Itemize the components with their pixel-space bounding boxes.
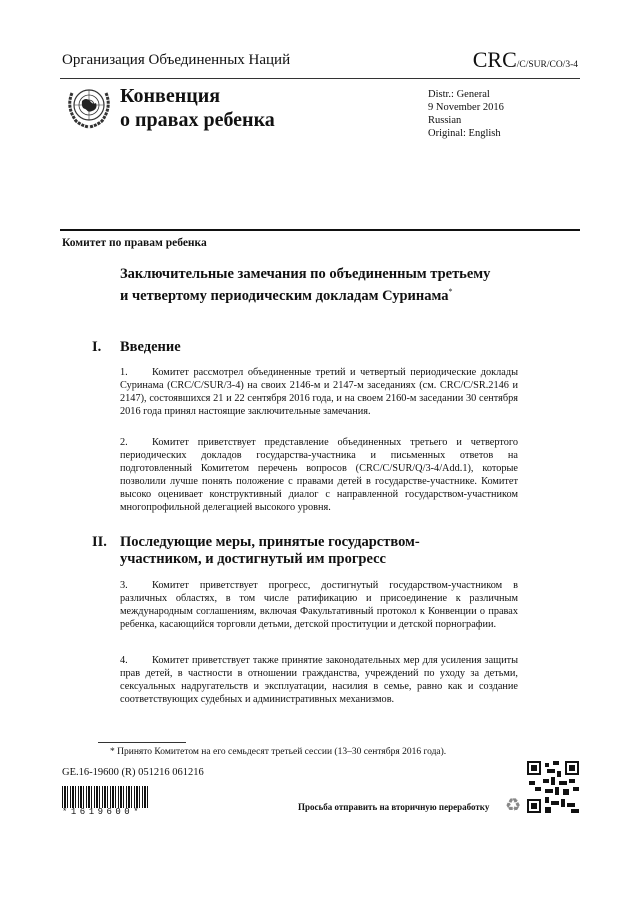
- document-symbol: [473, 47, 578, 73]
- convention-line-1: Конвенция: [120, 85, 221, 107]
- paragraph-4: [120, 654, 518, 706]
- paragraph-text: Комитет приветствует представление объединенных третьего и четвертого периодических докладов государства-участника и письменных ответов на подготовленный Комитетом перечень вопросов (CRC/C/SUR/Q/3-4/Add.1), которые позволили лучше понять положение с правами детей в государстве-участнике. Комитет высоко оценивает конструктивный диалог с направленной государством-участником многопрофильной делегацией высокого уровня.: [120, 437, 518, 513]
- paragraph-1: [120, 366, 518, 418]
- paragraph-number: 4.: [120, 655, 128, 666]
- paragraph-3: [120, 579, 518, 631]
- title-footnote-mark: *: [448, 287, 453, 296]
- distr-label: Distr.: General: [428, 89, 490, 100]
- barcode-number: *1619600*: [62, 807, 143, 817]
- paragraph-number: 2.: [120, 437, 128, 448]
- barcode: [62, 786, 150, 808]
- recycle-icon: ♻: [505, 795, 522, 815]
- thick-rule: [60, 229, 580, 231]
- section-heading-2: [92, 534, 480, 568]
- un-emblem-logo: [64, 83, 114, 129]
- convention-title: [120, 84, 275, 132]
- doc-language: Russian: [428, 115, 462, 126]
- section-number: I.: [92, 339, 102, 355]
- paragraph-text: Комитет рассмотрел объединенные третий и четвертый периодические доклады Суринама (CRC/C/SUR/3-4) на своих 2146-м и 2147-м заседаниях (см. CRC/C/SR.2146 и 2147), состоявшихся 21 и 22 сентября 2016 года, и на своем 2160-м заседании 30 сентября 2016 года принял настоящие заключительные замечания.: [120, 367, 518, 417]
- paragraph-number: 1.: [120, 367, 128, 378]
- convention-line-2: о правах ребенка: [120, 109, 275, 131]
- paragraph-2: [120, 436, 518, 514]
- paragraph-text: Комитет приветствует прогресс, достигнутый государством-участником в различных областях, в том числе ратификацию и присоединение к различным международным соглашениям, включая Факультативный протокол к Конвенции о правах ребенка, касающийся торговли детьми, детской проституции и детской порнографии.: [120, 580, 518, 630]
- symbol-sub: /C/SUR/CO/3-4: [516, 60, 578, 70]
- footnote: * Принято Комитетом на его семьдесят третьей сессии (13–30 сентября 2016 года).: [110, 747, 447, 757]
- section-heading-1: [92, 339, 181, 356]
- document-title: [120, 266, 500, 305]
- recycle-text: Просьба отправить на вторичную переработку: [298, 802, 490, 812]
- paragraph-number: 3.: [120, 580, 128, 591]
- footnote-rule: [98, 742, 186, 743]
- header-rule: [60, 78, 580, 79]
- paragraph-text: Комитет приветствует также принятие законодательных мер для усиления защиты прав детей, в частности в отношении гражданства, учреждений по уходу за детьми, сексуальных надругательств и эксплуатации, насилия в семье, равно как и создание соответствующих судебных и административных механизмов.: [120, 655, 518, 705]
- section-title: Введение: [120, 339, 181, 355]
- organization-name: Организация Объединенных Наций: [62, 52, 291, 68]
- job-number: GE.16-19600 (R) 051216 061216: [62, 767, 204, 778]
- section-number: II.: [92, 534, 107, 550]
- doc-original: Original: English: [428, 128, 501, 139]
- doc-date: 9 November 2016: [428, 102, 504, 113]
- qr-code: [527, 761, 579, 813]
- committee-name: Комитет по правам ребенка: [62, 237, 207, 249]
- title-text: Заключительные замечания по объединенным третьему и четвертому периодическим докладам Суринама: [120, 266, 491, 304]
- symbol-main: CRC: [472, 47, 517, 72]
- section-title: Последующие меры, принятые государством-участником, и достигнутый им прогресс: [120, 534, 420, 567]
- distribution-block: [428, 88, 504, 140]
